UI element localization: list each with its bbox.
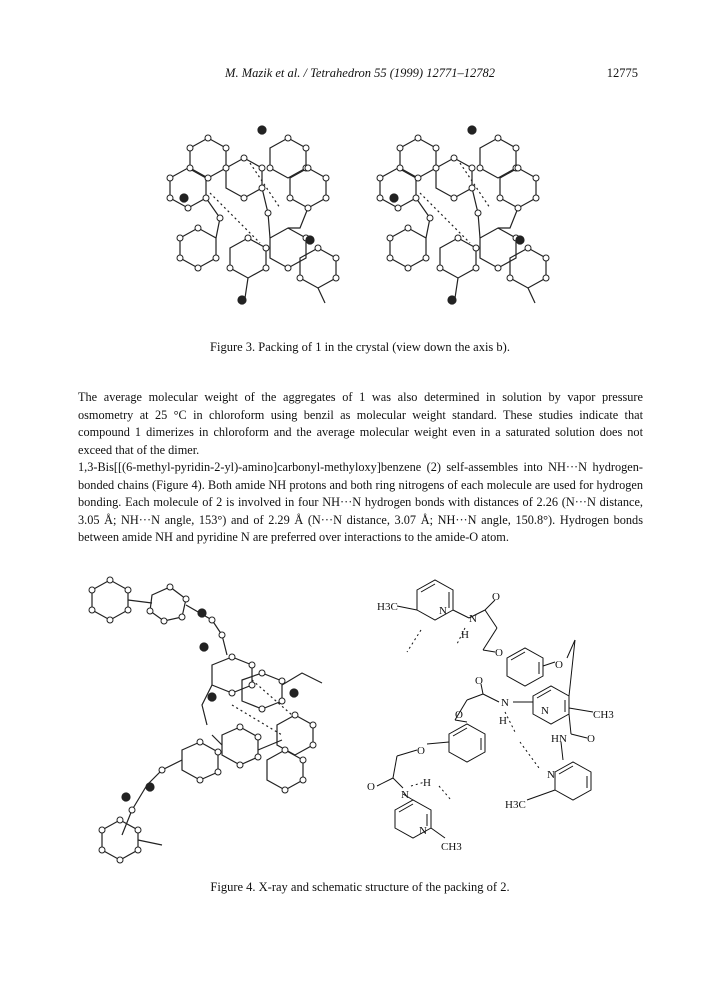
label-n-amide-top: N <box>469 613 477 625</box>
figure-4-xray-drawing <box>62 565 352 870</box>
figure-4-caption: Figure 4. X-ray and schematic structure of the packing of 2. <box>210 880 510 894</box>
label-n-ring-bottom: N <box>419 825 427 837</box>
paragraph-vpo: The average molecular weight of the aggregates of 1 was also determined in solution by vapor pressure osmometry at 25 °C in chloroform using benzil as molecular weight standard. These studies indicate that compound 1 dimerizes in chloroform and the average molecular weight even in a saturated solution does not exceed that of the dimer. <box>78 390 643 457</box>
figure-4-schematic-structure <box>355 572 625 877</box>
label-n-ring-top: N <box>439 605 447 617</box>
label-h-mid: H <box>499 715 507 727</box>
label-n-amide-bottom: N <box>401 789 409 801</box>
figure-3-stereo-right <box>377 126 549 304</box>
label-h-top: H <box>461 629 469 641</box>
figure-3-caption: Figure 3. Packing of 1 in the crystal (view down the axis b). <box>210 340 510 354</box>
label-n-ring-right: N <box>547 769 555 781</box>
label-o-ether-left: O <box>417 745 425 757</box>
label-o-ether-top: O <box>495 647 503 659</box>
label-o-carbonyl-top: O <box>492 591 500 603</box>
label-o-ether-mid: O <box>455 709 463 721</box>
paragraph-compound-2: 1,3-Bis[[(6-methyl-pyridin-2-yl)-amino]carbonyl-methyloxy]benzene (2) self-assembles into NH···N hydrogen-bonded chains (Figure 4). Both amide NH protons and both ring nitrogens of each molecule are used for hydrogen bonding. Each molecule of 2 is involved in four NH···N hydrogen bonds with distances of 2.26 (N···N distance, 3.05 Å; NH···N angle, 153°) and of 2.29 Å (N···N distance, 3.07 Å; NH···N angle, 150.8°). Hydrogen bonds between amide NH and pyridine N are preferred over interactions to the amide-O atom. <box>78 460 643 544</box>
label-ch3-mid: CH3 <box>593 709 614 721</box>
label-h3c-right: H3C <box>505 799 526 811</box>
label-h-bottom: H <box>423 777 431 789</box>
figure-3-packing-drawing <box>150 118 570 318</box>
citation: M. Mazik et al. / Tetrahedron 55 (1999) 12771–12782 <box>225 66 495 80</box>
label-o-carbonyl-right: O <box>587 733 595 745</box>
figure-3-stereo-left <box>167 126 339 304</box>
label-o-ether-right: O <box>555 659 563 671</box>
running-header <box>0 66 720 82</box>
label-hn-right: HN <box>551 733 567 745</box>
page-number: 12775 <box>606 66 638 80</box>
label-n-amide-mid: N <box>501 697 509 709</box>
label-o-carbonyl-mid: O <box>475 675 483 687</box>
label-o-carbonyl-bottom: O <box>367 781 375 793</box>
label-h3c-top: H3C <box>377 601 398 613</box>
label-ch3-bottom: CH3 <box>441 841 462 853</box>
label-n-ring-mid: N <box>541 705 549 717</box>
